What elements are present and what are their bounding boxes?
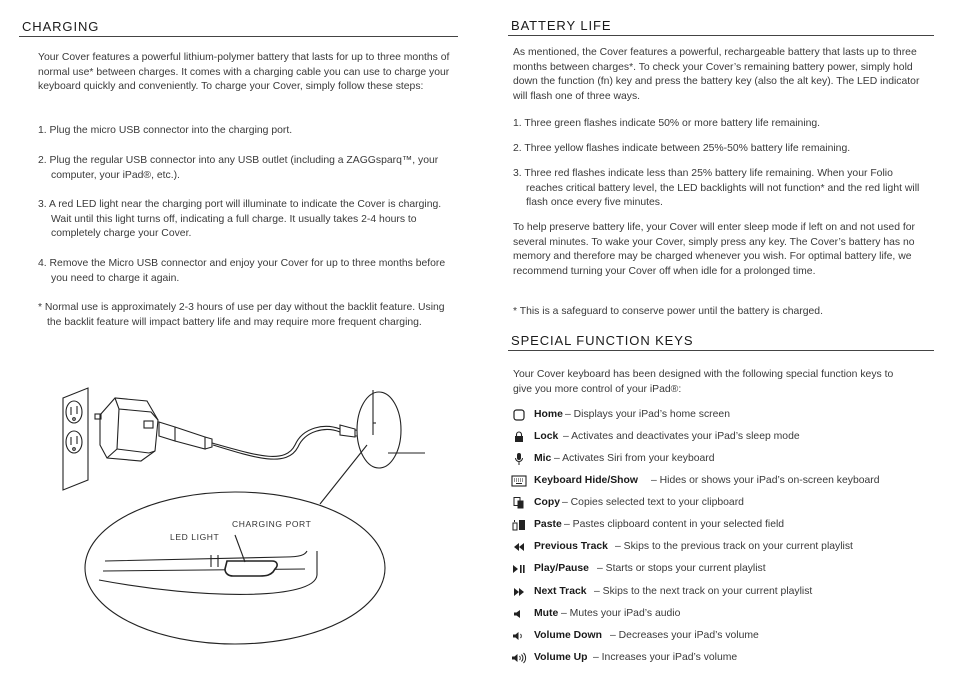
charging-intro: Your Cover features a powerful lithium-polymer battery that lasts for up to three months of normal use* between charges. It comes with a charging cable you can use to charge your keyboard quickly and conveniently. To charge your Cover, simply follow these steps: <box>38 52 450 93</box>
battery-item-1: 1. Three green flashes indicate 50% or more battery life remaining. <box>513 118 821 129</box>
play-pause-icon <box>511 563 527 575</box>
key-name: Home <box>534 409 563 420</box>
key-row-previous-track <box>511 540 936 554</box>
key-name: Previous Track <box>534 541 608 552</box>
key-description: – Copies selected text to your clipboard <box>562 497 744 508</box>
key-row-mute <box>511 607 936 621</box>
key-description: – Increases your iPad’s volume <box>593 652 738 663</box>
key-description: – Skips to the previous track on your current playlist <box>615 541 853 552</box>
key-row-volume-up <box>511 651 936 665</box>
key-row-volume-down <box>511 629 936 643</box>
key-description: – Activates Siri from your keyboard <box>554 453 715 464</box>
led-light-label: LED LIGHT <box>170 532 220 542</box>
battery-preserve-text: To help preserve battery life, your Cover will enter sleep mode if left on and not used for several minutes. To wake your Cover, simply press any key. The Cover’s battery has no memory and therefore may be charged whenever you wish. For optimal battery life, we recommend turning your Cover off when idle for a prolonged time. <box>513 222 915 277</box>
battery-footnote: * This is a safeguard to conserve power until the battery is charged. <box>513 306 823 317</box>
key-description: – Mutes your iPad’s audio <box>561 608 681 619</box>
mic-icon <box>511 453 527 465</box>
charging-illustration <box>55 385 440 675</box>
key-name: Volume Up <box>534 652 588 663</box>
key-name: Copy <box>534 497 560 508</box>
key-name: Paste <box>534 519 562 530</box>
key-name: Play/Pause <box>534 563 589 574</box>
key-name: Lock <box>534 431 559 442</box>
key-description: – Hides or shows your iPad’s on-screen keyboard <box>651 475 880 486</box>
usb-adapter <box>95 398 158 461</box>
key-name: Volume Down <box>534 630 602 641</box>
key-description: – Displays your iPad’s home screen <box>565 409 730 420</box>
volume-up-icon <box>511 652 527 664</box>
usb-cable <box>159 422 370 459</box>
special-keys-intro: Your Cover keyboard has been designed with the following special function keys to give you more control of your iPad®: <box>513 369 894 395</box>
key-row-keyboard <box>511 474 936 488</box>
zoom-source-circle <box>320 390 425 504</box>
key-row-mic <box>511 452 936 466</box>
previous-track-icon <box>511 541 527 553</box>
key-description: – Skips to the next track on your current playlist <box>594 586 813 597</box>
charging-port-label: CHARGING PORT <box>232 519 312 529</box>
charging-step-4: 4. Remove the Micro USB connector and enjoy your Cover for up to three months before you need to charge it again. <box>38 258 446 284</box>
key-name: Keyboard Hide/Show <box>534 475 638 486</box>
volume-down-icon <box>511 630 527 642</box>
key-row-next-track <box>511 585 936 599</box>
special-keys-heading: SPECIAL FUNCTION KEYS <box>508 333 934 351</box>
zoom-detail-ellipse <box>85 492 385 644</box>
key-row-home <box>511 408 936 422</box>
battery-intro: As mentioned, the Cover features a powerful, rechargeable battery that lasts up to three months between charges*. To check your Cover’s remaining battery power, simply hold down the function (fn) key and press the battery key (also the alt key). The LED indicator will flash one of three ways. <box>513 47 920 102</box>
key-row-copy <box>511 496 936 510</box>
next-track-icon <box>511 586 527 598</box>
mute-icon <box>511 608 527 620</box>
key-description: – Decreases your iPad’s volume <box>610 630 759 641</box>
paste-icon <box>511 519 527 531</box>
charging-heading: CHARGING <box>19 19 458 37</box>
lock-icon <box>511 431 527 443</box>
key-row-paste <box>511 518 936 532</box>
key-name: Next Track <box>534 586 587 597</box>
key-description: – Pastes clipboard content in your selected field <box>564 519 785 530</box>
charging-step-2: 2. Plug the regular USB connector into any USB outlet (including a ZAGGsparq™, your computer, your iPad®, etc.). <box>38 155 439 181</box>
charging-step-3: 3. A red LED light near the charging port will illuminate to indicate the Cover is charging. Wait until this light turns off, indicating a full charge. It usually takes 2-4 hours to completely charge your Cover. <box>38 199 442 240</box>
key-description: – Starts or stops your current playlist <box>597 563 766 574</box>
keyboard-icon <box>511 475 527 487</box>
battery-item-2: 2. Three yellow flashes indicate between 25%-50% battery life remaining. <box>513 143 851 154</box>
key-name: Mute <box>534 608 559 619</box>
key-description: – Activates and deactivates your iPad’s sleep mode <box>563 431 800 442</box>
key-name: Mic <box>534 453 552 464</box>
charging-port-shape <box>225 561 277 576</box>
key-row-lock <box>511 430 936 444</box>
battery-life-heading: BATTERY LIFE <box>508 18 934 36</box>
key-row-play-pause <box>511 562 936 576</box>
charging-step-1: 1. Plug the micro USB connector into the charging port. <box>38 125 293 136</box>
charging-footnote: * Normal use is approximately 2-3 hours of use per day without the backlit feature. Using the backlit feature will impact battery life and may require more frequent charging. <box>38 302 445 328</box>
battery-item-3: 3. Three red flashes indicate less than 25% battery life remaining. When your Folio reaches critical battery level, the LED backlights will not function* and the red light will flash once every five minutes. <box>513 168 920 209</box>
home-icon <box>511 409 527 421</box>
copy-icon <box>511 497 527 509</box>
